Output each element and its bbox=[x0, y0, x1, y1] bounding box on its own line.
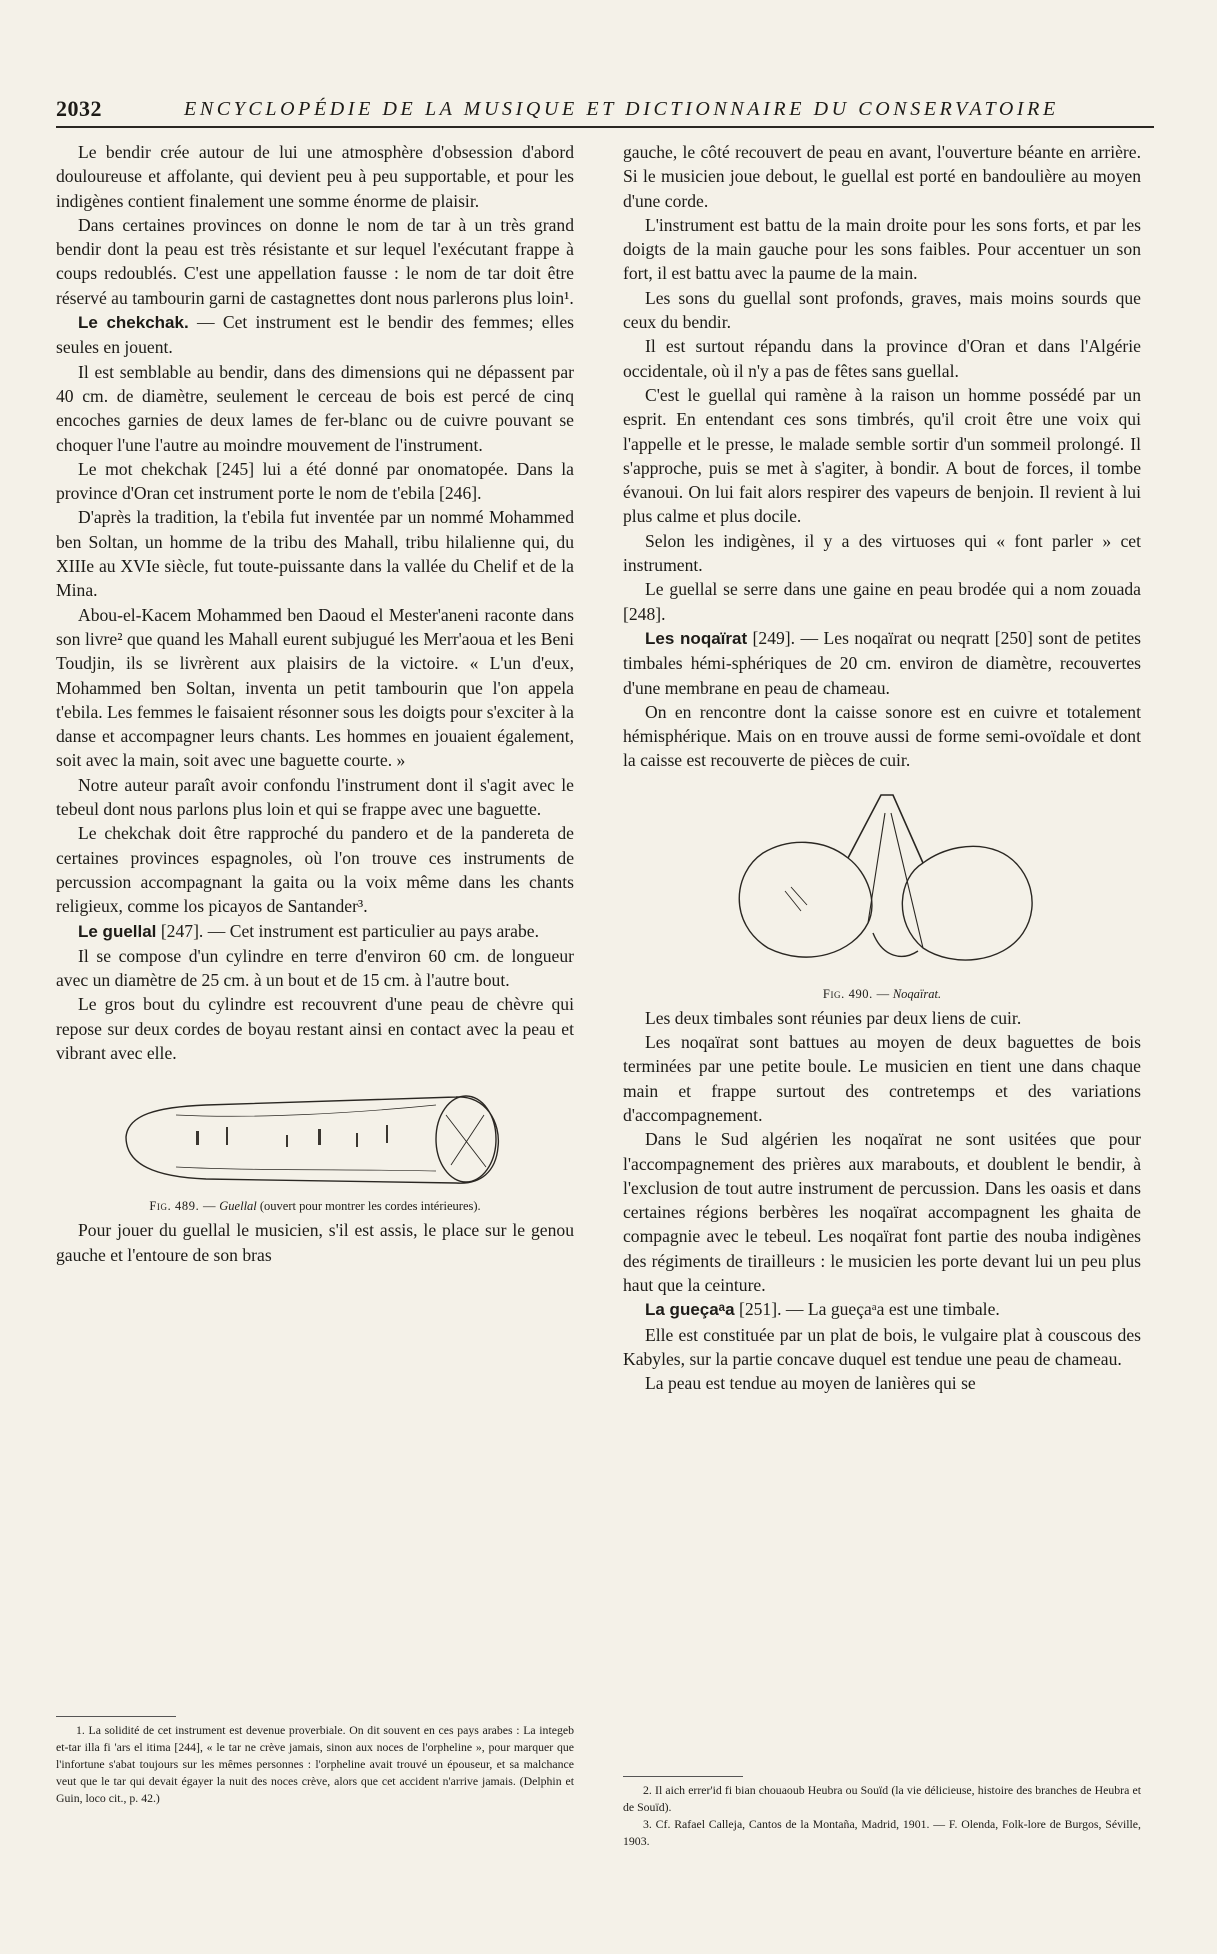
footnote-rule-left bbox=[56, 1716, 176, 1717]
footnote-rule-right bbox=[623, 1776, 743, 1777]
footnotes-left bbox=[56, 1722, 574, 1807]
section-heading-guellal: Le guellal bbox=[78, 921, 157, 941]
paragraph: Le chekchak doit être rapproché du pandero et de la pandereta de certaines provinces espagnoles, où l'on trouve ces instruments de percussion accompagnant la gaita ou la voix même dans les chants religieux, comme los picayos de Santander³. bbox=[56, 823, 574, 917]
paragraph: Notre auteur paraît avoir confondu l'instrument dont il s'agit avec le tebeul dont nous parlons plus loin et qui se frappe avec une baguette. bbox=[56, 774, 574, 820]
paragraph: Abou-el-Kacem Mohammed ben Daoud el Mester'aneni raconte dans son livre² que quand les Mahall eurent subjugué les Merr'aoua et les Beni Toudjin, ils se livrèrent aux plaisirs de la victoire. « L'un d'eux, Mohammed ben Soltan, inventa un petit tambourin que l'on appela t'ebila. Les femmes le faisaient résonner sous les doigts pour s'exciter à la danse et accompagner leurs chants. Les hommes en jouaient également, soit avec la main, soit avec une baguette courte. » bbox=[56, 604, 574, 771]
paragraph: Il est semblable au bendir, dans des dimensions qui ne dépassent par 40 cm. de diamètre, seulement le cerceau de bois est percé de cinq encoches garnies de deux lames de fer-blanc ou de cuivre pouvant se choquer l'une l'autre au moindre mouvement de l'instrument. bbox=[56, 361, 574, 455]
guellal-illustration bbox=[56, 1075, 574, 1195]
figure-490-caption: Fig. 490. — Noqaïrat. bbox=[822, 986, 942, 1001]
page-number: 2032 bbox=[56, 96, 102, 121]
paragraph: gauche, le côté recouvert de peau en avant, l'ouverture béante en arrière. Si le musicien joue debout, le guellal est porté en bandoulière au moyen d'une corde. bbox=[623, 142, 1141, 211]
paragraph: Le mot chekchak [245] lui a été donné par onomatopée. Dans la province d'Oran cet instrument porte le nom de t'ebila [246]. bbox=[56, 458, 574, 504]
section-heading-noqairat: Les noqaïrat bbox=[645, 628, 748, 648]
footnote-3: 3. Cf. Rafael Calleja, Cantos de la Montaña, Madrid, 1901. — F. Olenda, Folk-lore de Burgos, Séville, 1903. bbox=[623, 1817, 1141, 1848]
left-column bbox=[56, 140, 574, 1267]
noqairat-illustration bbox=[623, 783, 1141, 983]
paragraph: Elle est constituée par un plat de bois, le vulgaire plat à couscous des Kabyles, sur la partie concave duquel est tendue une peau de chameau. bbox=[623, 1324, 1141, 1369]
paragraph: Le bendir crée autour de lui une atmosphère d'obsession d'abord douloureuse et affolante, qui devient peu à peu supportable, et pour les indigènes contient finalement une somme énorme de plaisir. bbox=[56, 142, 574, 211]
paragraph: La gueçaᵃa [251]. — La gueçaᵃa est une timbale. bbox=[645, 1299, 1000, 1320]
paragraph: Selon les indigènes, il y a des virtuoses qui « font parler » cet instrument. bbox=[623, 530, 1141, 576]
footnote-2: 2. Il aich errer'id fi bian chouaoub Heubra ou Souïd (la vie délicieuse, histoire des branches de Heubra et de Souïd). bbox=[623, 1783, 1141, 1814]
paragraph: Il se compose d'un cylindre en terre d'environ 60 cm. de longueur avec un diamètre de 25 cm. à un bout et de 15 cm. à l'autre bout. bbox=[56, 945, 574, 991]
paragraph: Le guellal se serre dans une gaine en peau brodée qui a nom zouada [248]. bbox=[623, 579, 1141, 624]
footnote-1: 1. La solidité de cet instrument est devenue proverbiale. On dit souvent en ces pays arabes : La integeb et-tar illa fi 'ars el itima [244], « le tar ne crève jamais, sinon aux noces de l'orpheline », pour marquer que l'infortune s'abat toujours sur les mêmes personnes : l'orpheline avait trouvé un épouseur, et sa malchance veut que le tar qui devait égayer la nuit des noces crève, alors que cet accident n'arrive jamais. (Delphin et Guin, loco cit., p. 42.) bbox=[56, 1723, 574, 1805]
figure-489-caption: Fig. 489. — Guellal (ouvert pour montrer les cordes intérieures). bbox=[149, 1199, 481, 1214]
section-heading-chekchak: Le chekchak. bbox=[78, 313, 189, 333]
paragraph: Les sons du guellal sont profonds, graves, mais moins sourds que ceux du bendir. bbox=[623, 287, 1141, 333]
paragraph: Le gros bout du cylindre est recouvrent d'une peau de chèvre qui repose sur deux cordes de boyau restant ainsi en contact avec la peau et vibrant avec elle. bbox=[56, 994, 574, 1063]
paragraph: Pour jouer du guellal le musicien, s'il est assis, le place sur le genou gauche et l'entoure de son bras bbox=[56, 1220, 574, 1265]
paragraph: Les noqaïrat sont battues au moyen de deux baguettes de bois terminées par une petite boule. Le musicien en tient une dans chaque main et frappe surtout des contretemps et des variations d'accompagnement. bbox=[623, 1032, 1141, 1125]
paragraph: Il est surtout répandu dans la province d'Oran et dans l'Algérie occidentale, où il n'y a pas de fêtes sans guellal. bbox=[623, 336, 1141, 381]
paragraph: Les noqaïrat [249]. — Les noqaïrat ou neqratt [250] sont de petites timbales hémi-sphériques de 20 cm. environ de diamètre, recouvertes d'une membrane en peau de chameau. bbox=[623, 627, 1141, 698]
section-heading-guecaa: La gueçaᵃa bbox=[645, 1300, 735, 1320]
paragraph: D'après la tradition, la t'ebila fut inventée par un nommé Mohammed ben Soltan, un homme de la tribu des Mahall, tribu hilalienne qui, du XIIIe au XVIe siècle, fut toute-puissante dans la vallée du Chelif et de la Mina. bbox=[56, 507, 574, 601]
paragraph: Le guellal [247]. — Cet instrument est particulier au pays arabe. bbox=[78, 920, 539, 941]
footnotes-right bbox=[623, 1782, 1141, 1850]
paragraph: L'instrument est battu de la main droite pour les sons forts, et par les doigts de la main gauche pour les sons faibles. Pour accentuer un son fort, il est battu avec la paume de la main. bbox=[623, 214, 1141, 284]
paragraph: Les deux timbales sont réunies par deux liens de cuir. bbox=[645, 1007, 1022, 1028]
running-title: ENCYCLOPÉDIE DE LA MUSIQUE ET DICTIONNAIRE DU CONSERVATOIRE bbox=[184, 98, 1059, 120]
paragraph: Dans certaines provinces on donne le nom de tar à un très grand bendir dont la peau est très résistante et sur lequel l'exécutant frappe à coups redoublés. C'est une appellation fausse : le nom de tar doit être réservé au tambourin garni de castagnettes dont nous parlerons plus loin¹. bbox=[56, 214, 574, 308]
figure-490 bbox=[623, 783, 1141, 1002]
figure-489 bbox=[56, 1075, 574, 1214]
paragraph: C'est le guellal qui ramène à la raison un homme possédé par un esprit. En entendant ces sons timbrés, qu'il croit être une voix qui l'appelle et le presse, le malade semble sortir d'un sommeil prolongé. Il s'approche, puis se met à s'agiter, à bondir. A bout de forces, il tombe évanoui. On lui fait alors respirer des vapeurs de benjoin. Il revient à lui plus calme et plus docile. bbox=[623, 384, 1141, 527]
paragraph: Le chekchak. — Cet instrument est le bendir des femmes; elles seules en jouent. bbox=[56, 312, 574, 358]
right-column bbox=[623, 140, 1141, 1395]
paragraph: On en rencontre dont la caisse sonore est en cuivre et totalement hémisphérique. Mais on en trouve aussi de forme semi-ovoïdale et dont la caisse est recouverte de pièces de cuir. bbox=[623, 701, 1141, 771]
paragraph: Dans le Sud algérien les noqaïrat ne sont usitées que pour l'accompagnement des prières aux marabouts, et doublent le bendir, à l'exclusion de tout autre instrument de percussion. Dans les oasis et dans certaines régions berbères les noqaïrat accompagnent les ghaita de compagnie avec le tebeul. Les noqaïrat font partie des nouba indigènes des régiments de tirailleurs : le musicien les porte devant lui un peu plus haut que la ceinture. bbox=[623, 1129, 1141, 1295]
paragraph: La peau est tendue au moyen de lanières qui se bbox=[645, 1373, 976, 1394]
running-header bbox=[56, 98, 1154, 128]
